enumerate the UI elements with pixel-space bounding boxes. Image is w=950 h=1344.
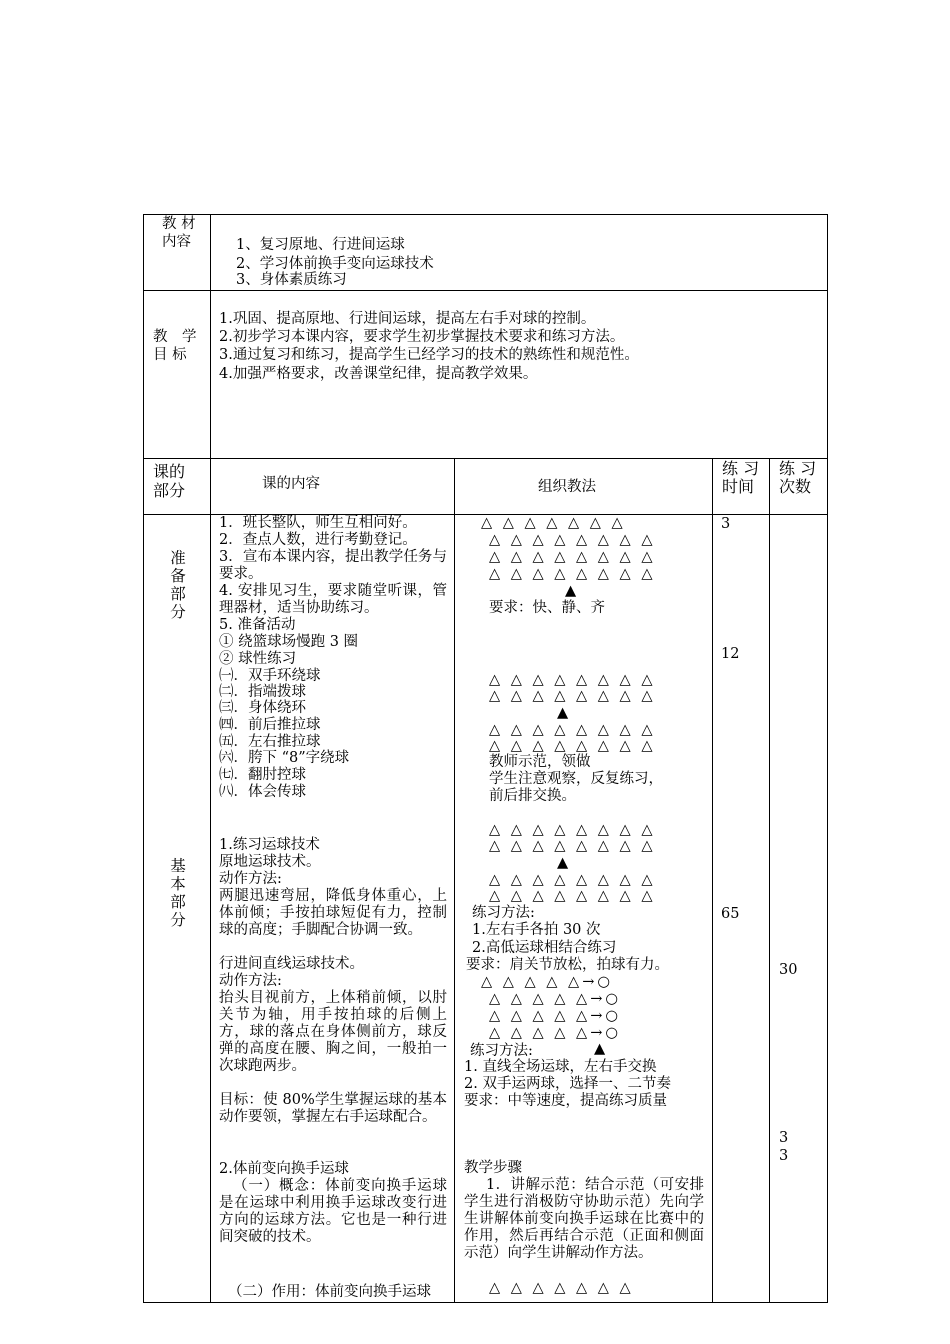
content-prep-7: ② 球性练习 — [219, 651, 297, 667]
part-basic-1: 基 — [170, 857, 186, 875]
formation2-row2: △ △ △ △ △ △ △ △ — [489, 688, 656, 704]
method-practice1-1: 练习方法: — [472, 905, 535, 921]
part-basic-4: 分 — [170, 911, 186, 929]
count-1: 30 — [779, 962, 798, 978]
method-practice2-2: 1. 直线全场运球，左右手交换 — [464, 1059, 657, 1075]
method-steps-title: 教学步骤 — [464, 1160, 522, 1176]
row1-label-line2: 内容 — [162, 234, 191, 250]
content-prep-2: 2．查点人数，进行考勤登记。 — [219, 532, 417, 548]
content-prep-6: ① 绕篮球场慢跑 3 圈 — [219, 634, 359, 650]
row1-item-1: 1、复习原地、行进间运球 — [236, 237, 405, 253]
row1-label-line1: 教 材 — [162, 216, 196, 232]
content-prep-10: ㈢．身体绕环 — [219, 700, 306, 716]
formation1-row2: △ △ △ △ △ △ △ △ — [489, 532, 656, 548]
formation3-row4: △ △ △ △ △ △ △ △ — [489, 888, 656, 904]
method-time-divider — [712, 458, 713, 1303]
method-practice1-4: 要求：肩关节放松，拍球有力。 — [466, 957, 669, 973]
content-prep-11: ㈣．前后推拉球 — [219, 717, 321, 733]
header-time-line2: 时间 — [722, 477, 755, 496]
content-goal: 目标：使 80%学生掌握运球的基本动作要领，掌握左右手运球配合。 — [219, 1092, 447, 1125]
arrow-row-4: △ △ △ △ △→○ — [489, 1025, 621, 1041]
goal-line-2: 2.初步学习本课内容，要求学生初步掌握技术要求和练习方法。 — [219, 329, 625, 345]
formation4-row1: △ △ △ △ △ △ △ — [489, 1280, 634, 1296]
method-demo-2: 学生注意观察，反复练习， — [489, 771, 663, 787]
time-prep-2: 12 — [721, 646, 740, 662]
formation3-row3: △ △ △ △ △ △ △ △ — [489, 872, 656, 888]
content-basic2-concept: （一）概念：体前变向换手运球是在运球中利用换手运球改变行进方向的运球方法。它也是一种行进间突破的技术。 — [219, 1178, 447, 1245]
part-prep-2: 备 — [170, 567, 186, 585]
formation2-row1: △ △ △ △ △ △ △ △ — [489, 672, 656, 688]
content-basic2-role: （二）作用：体前变向换手运球 — [228, 1284, 431, 1300]
content-method-divider — [454, 458, 455, 1303]
content-prep-13: ㈥．胯下 “8”字绕球 — [219, 750, 350, 766]
header-content: 课的内容 — [262, 476, 320, 492]
table-top-border — [143, 214, 828, 215]
table-left-border — [143, 214, 144, 1303]
count-2: 3 — [779, 1130, 789, 1146]
method-practice2-1: 练习方法: — [470, 1043, 533, 1059]
goal-line-3: 3.通过复习和练习，提高学生已经学习的技术的熟练性和规范性。 — [219, 347, 639, 363]
formation1-row4: △ △ △ △ △ △ △ △ — [489, 566, 656, 582]
header-method: 组织教法 — [538, 479, 596, 495]
table-right-border — [827, 214, 828, 1303]
header-time-line1: 练 习 — [722, 459, 760, 478]
method-demo-3: 前后排交换。 — [489, 788, 576, 804]
header-part-line2: 部分 — [153, 481, 186, 500]
content-basic1-2: 原地运球技术。 — [219, 854, 321, 870]
goal-line-4: 4.加强严格要求，改善课堂纪律，提高教学效果。 — [219, 366, 538, 382]
part-prep-1: 准 — [170, 549, 186, 567]
header-count-line2: 次数 — [779, 477, 812, 496]
content-basic1-6: 动作方法: — [219, 973, 282, 989]
content-prep-15: ㈧．体会传球 — [219, 784, 306, 800]
arrow-row-1: △ △ △ △ △→○ — [481, 974, 613, 990]
content-prep-3: 3．宣布本课内容，提出教学任务与要求。 — [219, 549, 447, 582]
count-3: 3 — [779, 1148, 789, 1164]
formation3-row1: △ △ △ △ △ △ △ △ — [489, 822, 656, 838]
row1-bottom-border — [143, 290, 828, 291]
method-req1: 要求：快、静、齐 — [489, 600, 605, 616]
row2-label-line2: 目 标 — [153, 347, 187, 363]
method-practice1-3: 2.高低运球相结合练习 — [472, 940, 617, 956]
arrow-row-2: △ △ △ △ △→○ — [489, 991, 621, 1007]
header-count-line1: 练 习 — [779, 459, 817, 478]
label-divider — [210, 214, 211, 1303]
part-prep-4: 分 — [170, 603, 186, 621]
content-prep-14: ㈦．翻肘控球 — [219, 767, 306, 783]
method-steps-text: 1．讲解示范：结合示范（可安排学生进行消极防守协助示范）先向学生讲解体前变向换手运球在比赛中的作用，然后再结合示范（正面和侧面示范）向学生讲解动作方法。 — [464, 1177, 704, 1261]
time-prep-1: 3 — [721, 516, 731, 532]
header-part-line1: 课的 — [153, 462, 186, 481]
content-prep-5: 5. 准备活动 — [219, 617, 296, 633]
content-prep-1: 1．班长整队，师生互相问好。 — [219, 515, 417, 531]
part-basic-2: 本 — [170, 875, 186, 893]
content-prep-9: ㈡．指端拨球 — [219, 684, 306, 700]
content-basic1-7: 抬头目视前方，上体稍前倾，以肘关节为轴，用手按拍球的后侧上方，球的落点在身体侧前方，球反弹的高度在腰、胸之间，一般拍一次球跑两步。 — [219, 990, 447, 1074]
teacher-marker-1: ▲ — [565, 583, 577, 599]
content-prep-8: ㈠．双手环绕球 — [219, 668, 321, 684]
content-basic2-title: 2.体前变向换手运球 — [219, 1161, 349, 1177]
teacher-marker-4: ▲ — [594, 1041, 606, 1057]
method-practice2-4: 要求：中等速度，提高练习质量 — [464, 1093, 667, 1109]
time-count-divider — [769, 458, 770, 1303]
arrow-row-3: △ △ △ △ △→○ — [489, 1008, 621, 1024]
content-basic1-1: 1.练习运球技术 — [219, 837, 320, 853]
teacher-marker-2: ▲ — [557, 705, 569, 721]
content-basic1-5: 行进间直线运球技术。 — [219, 956, 364, 972]
method-practice1-2: 1.左右手各拍 30 次 — [472, 922, 601, 938]
table-bottom-border — [143, 1302, 828, 1303]
content-basic1-4: 两腿迅速弯屈，降低身体重心，上体前倾；手按拍球短促有力，控制球的高度；手脚配合协调一致。 — [219, 888, 447, 938]
content-basic1-3: 动作方法: — [219, 871, 282, 887]
row1-item-3: 3、身体素质练习 — [236, 272, 347, 288]
part-prep-3: 部 — [170, 585, 186, 603]
formation1-row1: △ △ △ △ △ △ △ — [481, 515, 626, 531]
row2-label-line1: 教 学 — [153, 329, 197, 345]
row1-item-2: 2、学习体前换手变向运球技术 — [236, 256, 434, 272]
formation2-row3: △ △ △ △ △ △ △ △ — [489, 722, 656, 738]
method-practice2-3: 2. 双手运两球，选择一、二节奏 — [464, 1076, 671, 1092]
content-prep-4: 4. 安排见习生，要求随堂听课，管理器材，适当协助练习。 — [219, 583, 447, 616]
formation1-row3: △ △ △ △ △ △ △ △ — [489, 549, 656, 565]
time-basic: 65 — [721, 906, 740, 922]
content-prep-12: ㈤．左右推拉球 — [219, 734, 321, 750]
method-demo-1: 教师示范，领做 — [489, 754, 591, 770]
formation2-row4: △ △ △ △ △ △ △ △ — [489, 738, 656, 754]
goal-line-1: 1.巩固、提高原地、行进间运球，提高左右手对球的控制。 — [219, 311, 596, 327]
formation3-row2: △ △ △ △ △ △ △ △ — [489, 838, 656, 854]
part-basic-3: 部 — [170, 893, 186, 911]
teacher-marker-3: ▲ — [557, 855, 569, 871]
